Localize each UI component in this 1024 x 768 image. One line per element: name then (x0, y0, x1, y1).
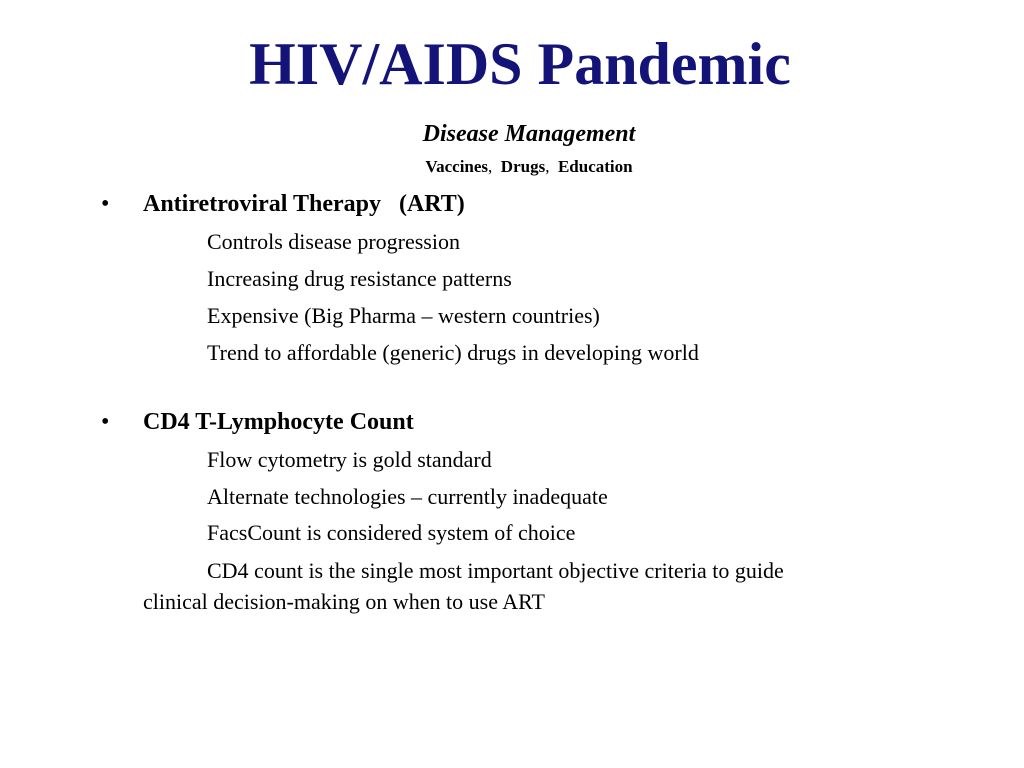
slide-subtitle: Disease Management (422, 121, 636, 147)
list-item: CD4 count is the single most important objective criteria to guide (207, 558, 784, 583)
bullet-icon: • (101, 191, 110, 217)
section-heading-art: Antiretroviral Therapy (ART) (143, 191, 465, 217)
list-item: Increasing drug resistance patterns (207, 266, 512, 291)
topic-separator: , (488, 157, 493, 176)
topic-education: Education (557, 157, 633, 176)
list-item-continuation: clinical decision-making on when to use ART (143, 589, 545, 614)
list-item: Controls disease progression (207, 229, 460, 254)
topic-drugs: Drugs (500, 157, 546, 176)
topics-line (0, 155, 1024, 179)
bullet-icon: • (101, 409, 110, 435)
list-item: FacsCount is considered system of choice (207, 520, 576, 545)
list-item: Trend to affordable (generic) drugs in developing world (207, 340, 699, 365)
slide-title: HIV/AIDS Pandemic (249, 31, 791, 97)
section-heading-cd4: CD4 T-Lymphocyte Count (143, 409, 414, 435)
list-item: Flow cytometry is gold standard (207, 447, 492, 472)
list-item: Expensive (Big Pharma – western countries) (207, 303, 600, 328)
topic-separator: , (545, 157, 550, 176)
list-item: Alternate technologies – currently inadequate (207, 484, 608, 509)
topic-vaccines: Vaccines (425, 157, 489, 176)
